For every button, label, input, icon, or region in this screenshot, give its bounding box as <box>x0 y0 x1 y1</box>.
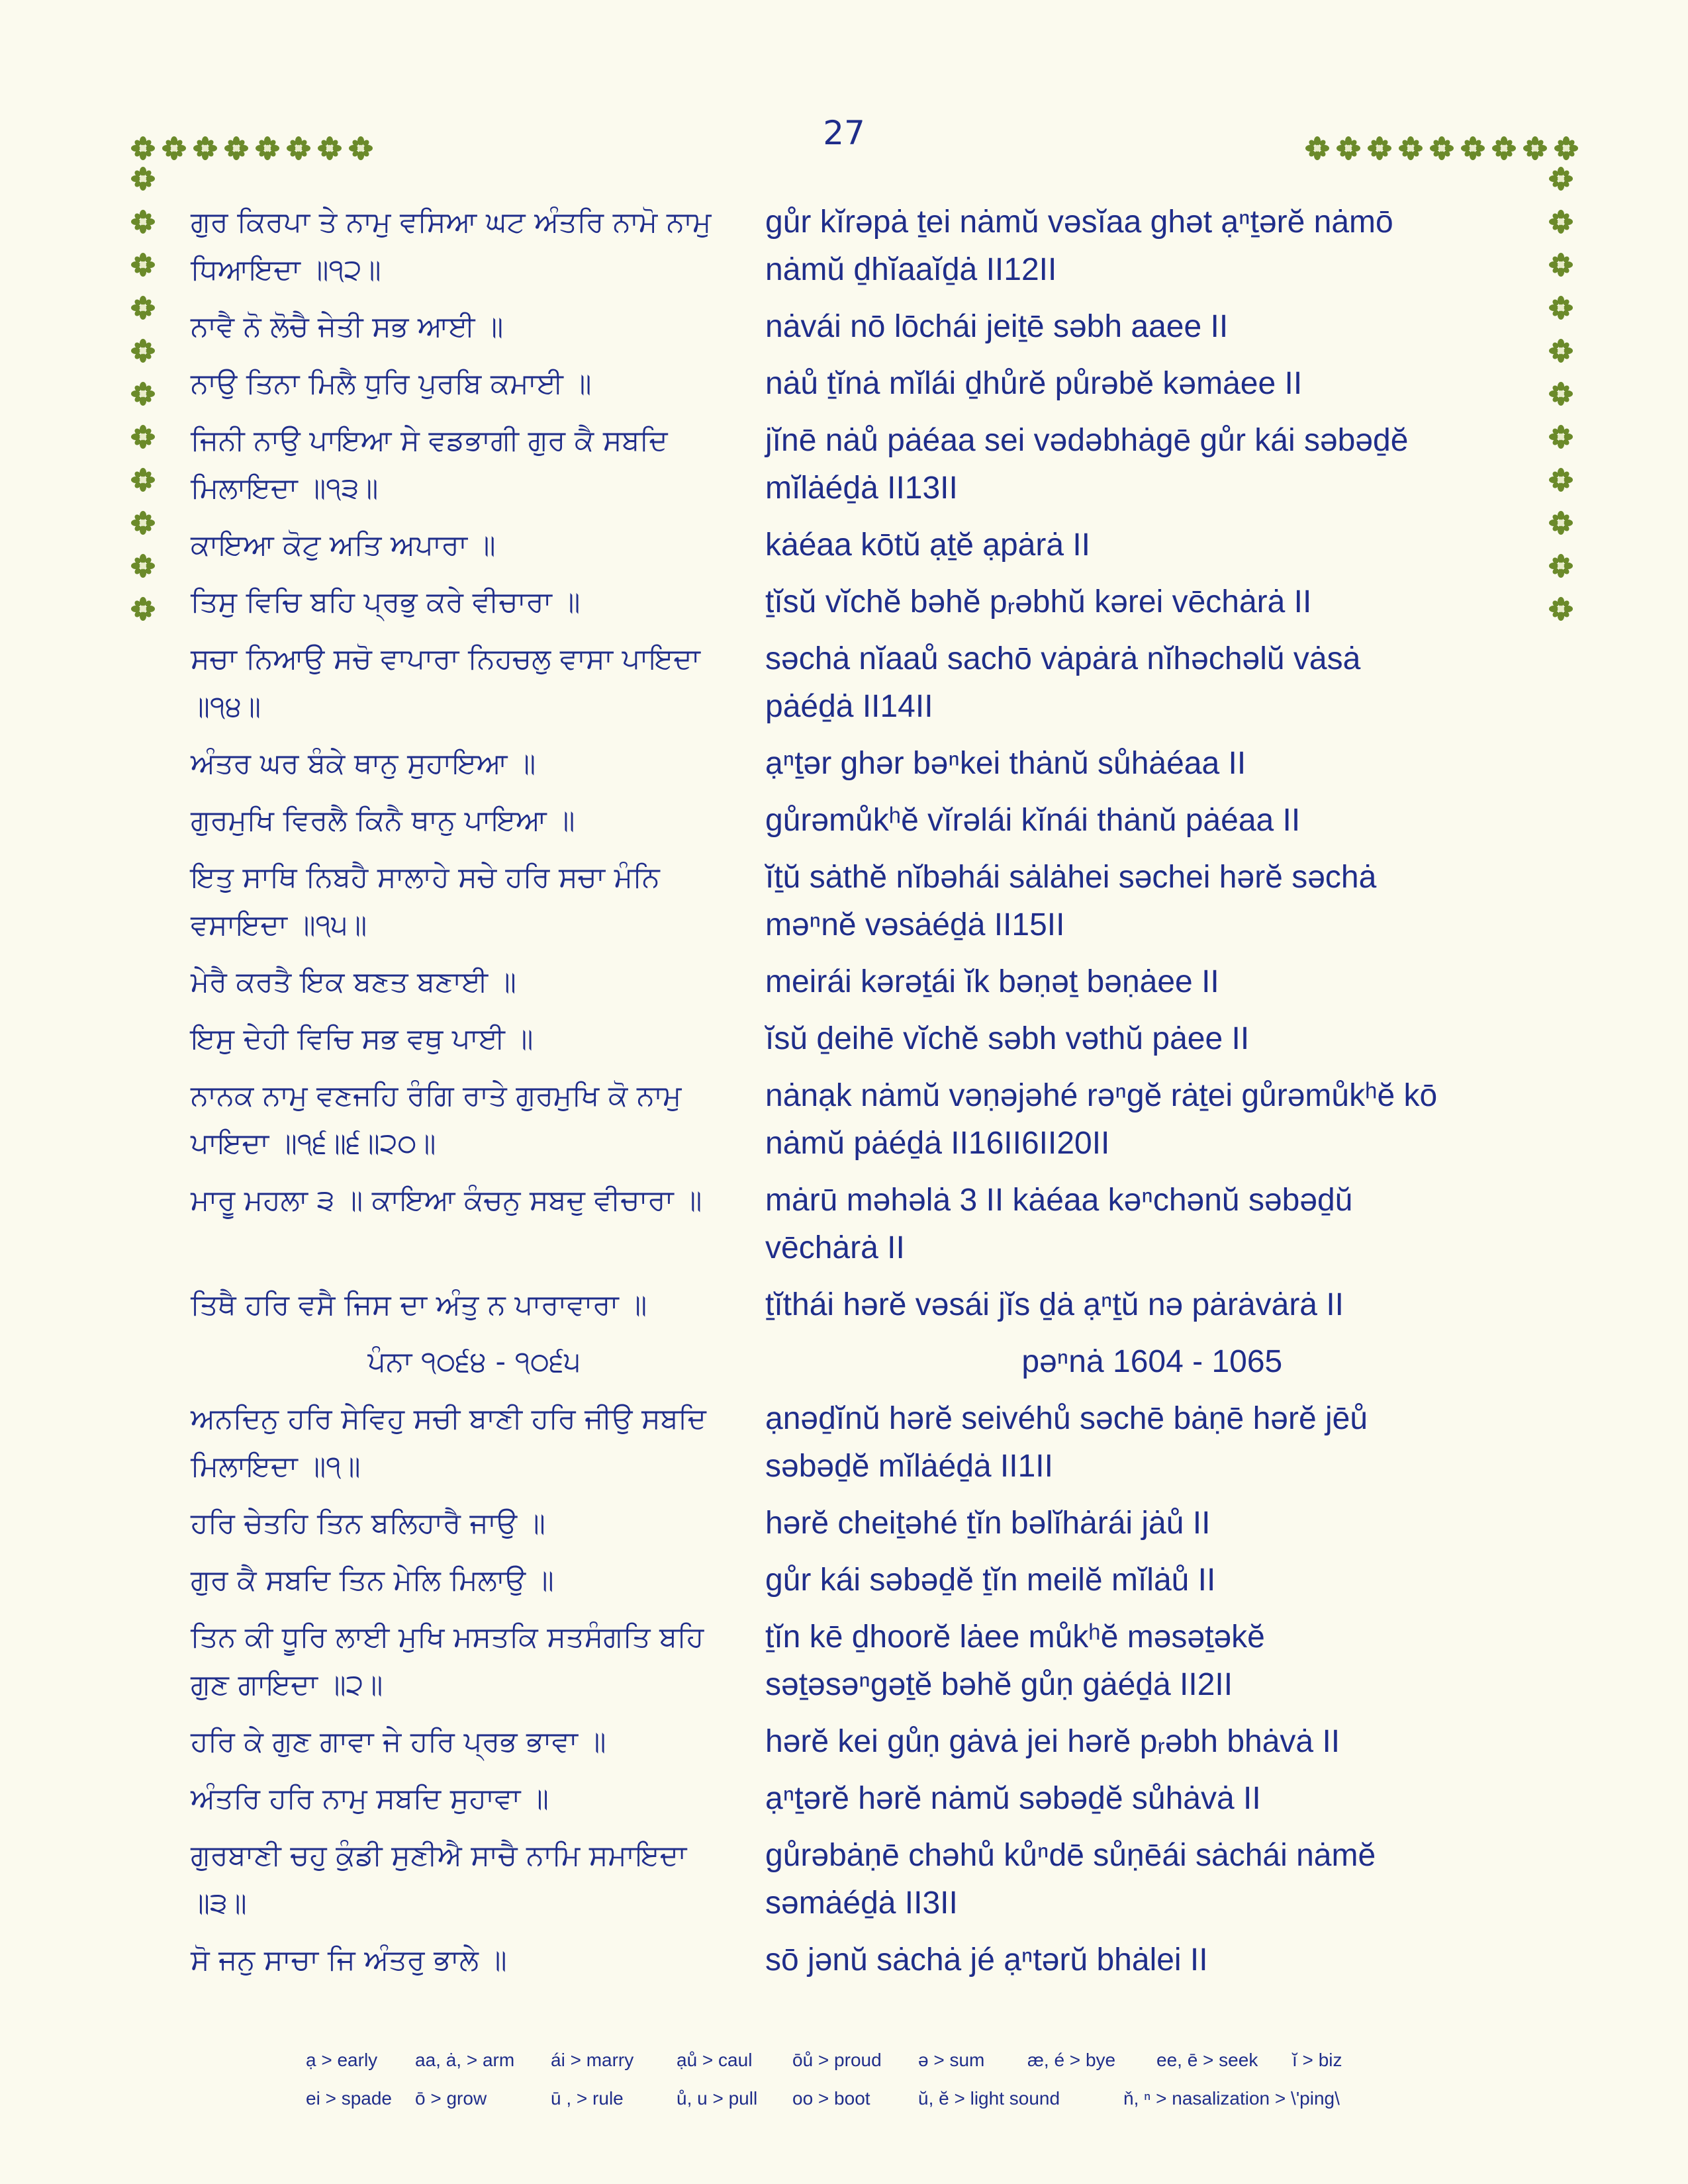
flower-icon <box>131 339 155 363</box>
transliteration-text <box>765 522 1546 569</box>
flower-icon <box>287 136 310 160</box>
transliteration-line: vēchȧrȧ II <box>765 1230 905 1265</box>
transliteration-line: ạnəḏĭnŭ hərĕ seivéhů səchē bȧṇē hərĕ jēů <box>765 1401 1368 1436</box>
flower-icon <box>162 136 186 160</box>
transliteration-text <box>765 1281 1546 1329</box>
transliteration-line: ĭsŭ ḏeihē vĭchĕ səbh vəthŭ pȧee II <box>765 1021 1250 1056</box>
transliteration-line: səṯəsəⁿgəṯĕ bəhĕ gůṇ gȧéḏȧ II2II <box>765 1667 1233 1702</box>
verse-row <box>191 1395 1541 1490</box>
gurmukhi-text <box>191 199 760 294</box>
transliteration-text <box>765 958 1546 1006</box>
legend-row <box>306 2079 1497 2118</box>
flower-icon <box>131 597 155 621</box>
legend-item: ạ > early <box>306 2050 378 2070</box>
transliteration-text <box>765 1614 1546 1709</box>
gurmukhi-text <box>191 1614 760 1709</box>
gurmukhi-line: ਅੰਤਰ ਘਰ ਬੰਕੇ ਥਾਨੁ ਸੁਹਾਇਆ ॥ <box>191 747 536 780</box>
page-reference-translit: pəⁿnȧ 1604 - 1065 <box>1021 1344 1283 1379</box>
flower-icon <box>131 253 155 277</box>
verse-row <box>191 1936 1541 1984</box>
transliteration-text <box>765 635 1546 731</box>
transliteration-line: səmȧéḏȧ II3II <box>765 1886 958 1921</box>
verse-list <box>191 199 1541 1993</box>
verse-row <box>191 958 1541 1006</box>
transliteration-line: jĭnē nȧů pȧéaa sei vədəbhȧgē gůr kái səbəḏĕ <box>765 423 1409 458</box>
verse-pair <box>191 1832 1541 1927</box>
transliteration-text <box>765 1775 1546 1823</box>
flower-icon <box>1549 210 1573 234</box>
transliteration-text <box>765 1500 1546 1547</box>
flower-icon <box>1368 136 1391 160</box>
gurmukhi-line: ਨਾਨਕ ਨਾਮੁ ਵਣਜਹਿ ਰੰਗਿ ਰਾਤੇ ਗੁਰਮੁਖਿ ਕੋ ਨਾਮੁ <box>191 1079 682 1113</box>
verse-pair <box>191 1557 1541 1604</box>
verse-row <box>191 635 1541 731</box>
gurmukhi-text <box>191 1015 760 1063</box>
transliteration-line: ạⁿṯərĕ hərĕ nȧmŭ səbəḏĕ sůhȧvȧ II <box>765 1781 1261 1816</box>
transliteration-line: gůr kĭrəpȧ ṯei nȧmŭ vəsĭaa ghət ạⁿṯərĕ nȧmō <box>765 205 1393 240</box>
verse-pair <box>191 958 1541 1006</box>
verse-pair <box>191 1500 1541 1547</box>
legend-item: ō > grow <box>415 2088 487 2109</box>
legend-item: ū , > rule <box>551 2088 624 2109</box>
page-reference-row <box>191 1338 1541 1386</box>
legend-item: ə > sum <box>918 2050 985 2070</box>
transliteration-line: gůrəbȧṇē chəhů kůⁿdē sůṇēái sȧchái nȧmĕ <box>765 1838 1376 1873</box>
verse-pair <box>191 1718 1541 1766</box>
transliteration-line: hərĕ cheiṯəhé ṯĭn bəlĭhȧrái jȧů II <box>765 1506 1211 1541</box>
flower-icon <box>131 136 155 160</box>
legend-item: ŭ, ĕ > light sound <box>918 2088 1060 2109</box>
flower-icon <box>131 382 155 406</box>
verse-pair <box>191 797 1541 844</box>
flower-icon <box>131 425 155 449</box>
transliteration-text <box>765 1072 1546 1167</box>
pronunciation-legend <box>306 2041 1497 2118</box>
flower-icon <box>1461 136 1485 160</box>
verse-pair <box>191 199 1541 294</box>
flower-icon <box>1430 136 1454 160</box>
gurmukhi-text <box>191 958 760 1006</box>
verse-row <box>191 854 1541 949</box>
gurmukhi-text <box>191 303 760 351</box>
transliteration-line: nȧů ṯĭnȧ mĭlái ḏhůrĕ půrəbĕ kəmȧee II <box>765 366 1303 401</box>
legend-item: ōů > proud <box>792 2050 882 2070</box>
gurmukhi-line: ਗੁਰ ਕੈ ਸਬਦਿ ਤਿਨ ਮੇਲਿ ਮਿਲਾਉ ॥ <box>191 1564 554 1597</box>
legend-item: ei > spade <box>306 2088 392 2109</box>
legend-item: aa, ȧ, > arm <box>415 2050 515 2070</box>
verse-row <box>191 417 1541 512</box>
verse-pair <box>191 1015 1541 1063</box>
verse-row <box>191 1281 1541 1329</box>
verse-pair <box>191 1936 1541 1984</box>
flower-icon <box>1549 468 1573 492</box>
transliteration-line: hərĕ kei gůṇ gȧvȧ jei hərĕ pᵣəbh bhȧvȧ II <box>765 1724 1340 1759</box>
flower-icon <box>1549 511 1573 535</box>
gurmukhi-line: ਗੁਰਬਾਣੀ ਚਹੁ ਕੁੰਡੀ ਸੁਣੀਐ ਸਾਚੈ ਨਾਮਿ ਸਮਾਇਦਾ <box>191 1839 687 1872</box>
transliteration-text <box>765 797 1546 844</box>
gurmukhi-line: ਪਾਇਦਾ ॥੧੬॥੬॥੨੦॥ <box>191 1127 436 1160</box>
verse-pair <box>191 1281 1541 1329</box>
transliteration-text <box>765 1177 1546 1272</box>
flower-icon <box>256 136 279 160</box>
gurmukhi-text <box>191 1936 760 1984</box>
gurmukhi-line: ਜਿਨੀ ਨਾਉ ਪਾਇਆ ਸੇ ਵਡਭਾਗੀ ਗੁਰ ਕੈ ਸਬਦਿ <box>191 424 668 457</box>
gurmukhi-line: ਤਿਨ ਕੀ ਧੂਰਿ ਲਾਈ ਮੁਖਿ ਮਸਤਕਿ ਸਤਸੰਗਤਿ ਬਹਿ <box>191 1621 704 1654</box>
verse-row <box>191 1718 1541 1766</box>
gurmukhi-line: ਮਿਲਾਇਦਾ ॥੧੩॥ <box>191 472 379 505</box>
flower-icon <box>1399 136 1423 160</box>
verse-row <box>191 578 1541 626</box>
flower-icon <box>1549 167 1573 191</box>
flower-icon <box>131 167 155 191</box>
transliteration-line: ṯĭsŭ vĭchĕ bəhĕ pᵣəbhŭ kərei vēchȧrȧ II <box>765 584 1312 619</box>
legend-row <box>306 2041 1497 2079</box>
transliteration-text <box>765 360 1546 408</box>
verse-row <box>191 303 1541 351</box>
verse-pair <box>191 1177 1541 1272</box>
flower-icon <box>224 136 248 160</box>
flower-icon <box>1549 296 1573 320</box>
transliteration-line: ĭṯŭ sȧthĕ nĭbəhái sȧlȧhei səchei hərĕ səchȧ <box>765 860 1377 895</box>
verse-pair <box>191 1395 1541 1490</box>
flower-icon <box>131 554 155 578</box>
gurmukhi-line: ਗੁਣ ਗਾਇਦਾ ॥੨॥ <box>191 1668 383 1702</box>
gurmukhi-line: ਹਰਿ ਚੇਤਹਿ ਤਿਨ ਬਲਿਹਾਰੈ ਜਾਉ ॥ <box>191 1507 545 1540</box>
flower-icon <box>131 296 155 320</box>
verse-row <box>191 1557 1541 1604</box>
gurmukhi-line: ॥੩॥ <box>191 1887 247 1920</box>
gurmukhi-text <box>191 417 760 512</box>
gurmukhi-text <box>191 1281 760 1329</box>
gurmukhi-line: ਤਿਥੈ ਹਰਿ ਵਸੈ ਜਿਸ ਦਾ ਅੰਤੁ ਨ ਪਾਰਾਵਾਰਾ ॥ <box>191 1289 647 1322</box>
gurmukhi-text <box>191 797 760 844</box>
flower-icon <box>131 210 155 234</box>
transliteration-text <box>765 417 1546 512</box>
gurmukhi-text <box>191 1775 760 1823</box>
transliteration-line: səbəḏĕ mĭlȧéḏȧ II1II <box>765 1449 1053 1484</box>
gurmukhi-text <box>191 522 760 569</box>
transliteration-text <box>765 1395 1546 1490</box>
verse-row <box>191 522 1541 569</box>
gurmukhi-line: ਸਚਾ ਨਿਆਉ ਸਚੋ ਵਾਪਾਰਾ ਨਿਹਚਲੁ ਵਾਸਾ ਪਾਇਦਾ <box>191 643 700 676</box>
transliteration-line: səchȧ nĭaaů sachō vȧpȧrȧ nĭhəchəlŭ vȧsȧ <box>765 641 1361 676</box>
transliteration-line: gůrəmůkʰĕ vĭrəlái kĭnái thȧnŭ pȧéaa II <box>765 803 1301 838</box>
transliteration-line: mȧrū məhəlȧ 3 II kȧéaa kəⁿchənŭ səbəḏŭ <box>765 1183 1353 1218</box>
transliteration-line: gůr kái səbəḏĕ ṯĭn meilĕ mĭlȧů II <box>765 1563 1216 1598</box>
gurmukhi-text <box>191 1832 760 1927</box>
transliteration-text <box>765 1936 1546 1984</box>
verse-pair <box>191 522 1541 569</box>
transliteration-text <box>765 1557 1546 1604</box>
transliteration-text <box>765 303 1546 351</box>
transliteration-line: ṯĭn kē ḏhoorĕ lȧee můkʰĕ məsəṯəkĕ <box>765 1619 1265 1655</box>
verse-row <box>191 1614 1541 1709</box>
verse-pair <box>191 360 1541 408</box>
transliteration-line: nȧnạk nȧmŭ vəṇəjəhé rəⁿgĕ rȧṯei gůrəmůkʰĕ kō <box>765 1078 1438 1113</box>
flower-icon <box>1549 253 1573 277</box>
gurmukhi-text <box>191 854 760 949</box>
verse-row <box>191 199 1541 294</box>
verse-row <box>191 360 1541 408</box>
transliteration-line: nȧvái nō lōchái jeiṯē səbh aaee II <box>765 309 1229 344</box>
gurmukhi-text <box>191 1557 760 1604</box>
verse-pair <box>191 578 1541 626</box>
legend-item: ň, ⁿ > nasalization > \'ping\ <box>1123 2088 1340 2109</box>
gurmukhi-line: ॥੧੪॥ <box>191 690 261 723</box>
verse-pair <box>191 1775 1541 1823</box>
legend-item: ů, u > pull <box>677 2088 758 2109</box>
transliteration-text <box>765 578 1546 626</box>
gurmukhi-line: ਕਾਇਆ ਕੋਟੁ ਅਤਿ ਅਪਾਰਾ ॥ <box>191 529 496 562</box>
transliteration-line: meirái kərəṯái ĭk bəṇəṯ bəṇȧee II <box>765 964 1219 999</box>
transliteration-text <box>765 1718 1546 1766</box>
page-reference-gurmukhi: ਪੰਨਾ ੧੦੬੪ - ੧੦੬੫ <box>367 1345 581 1379</box>
verse-pair <box>191 740 1541 788</box>
transliteration-text <box>765 1015 1546 1063</box>
verse-row <box>191 1832 1541 1927</box>
ornament-top-right <box>1305 136 1578 160</box>
transliteration-text <box>765 740 1546 788</box>
verse-row <box>191 740 1541 788</box>
legend-item: oo > boot <box>792 2088 870 2109</box>
gurmukhi-text <box>191 1072 760 1167</box>
gurmukhi-line: ਸੋ ਜਨੁ ਸਾਚਾ ਜਿ ਅੰਤਰੁ ਭਾਲੇ ॥ <box>191 1944 507 1977</box>
flower-icon <box>1554 136 1578 160</box>
transliteration-line: mĭlȧéḏȧ II13II <box>765 471 958 506</box>
flower-icon <box>318 136 342 160</box>
flower-icon <box>1549 339 1573 363</box>
flower-icon <box>1549 425 1573 449</box>
gurmukhi-line: ਅਨਦਿਨੁ ਹਰਿ ਸੇਵਿਹੁ ਸਚੀ ਬਾਣੀ ਹਰਿ ਜੀਉ ਸਬਦਿ <box>191 1402 706 1435</box>
gurmukhi-line: ਗੁਰ ਕਿਰਪਾ ਤੇ ਨਾਮੁ ਵਸਿਆ ਘਟ ਅੰਤਰਿ ਨਾਮੋ ਨਾਮੁ <box>191 206 712 239</box>
transliteration-text <box>765 1832 1546 1927</box>
verse-row <box>191 1015 1541 1063</box>
gurmukhi-line: ਮੇਰੈ ਕਰਤੈ ਇਕ ਬਣਤ ਬਣਾਈ ॥ <box>191 966 516 999</box>
transliteration-line: nȧmŭ pȧéḏȧ II16II6II20II <box>765 1126 1110 1161</box>
verse-pair <box>191 303 1541 351</box>
flower-icon <box>1549 597 1573 621</box>
gurmukhi-line: ਮਾਰੂ ਮਹਲਾ ੩ ॥ ਕਾਇਆ ਕੰਚਨੁ ਸਬਦੁ ਵੀਚਾਰਾ ॥ <box>191 1184 702 1217</box>
ornament-left-column <box>131 167 155 621</box>
gurmukhi-line: ਵਸਾਇਦਾ ॥੧੫॥ <box>191 909 367 942</box>
ornament-top-left <box>131 136 373 160</box>
verse-row <box>191 1500 1541 1547</box>
flower-icon <box>1523 136 1547 160</box>
transliteration-text <box>765 199 1546 294</box>
verse-pair <box>191 1072 1541 1167</box>
gurmukhi-text <box>191 578 760 626</box>
legend-item: æ, é > bye <box>1027 2050 1116 2070</box>
gurmukhi-line: ਇਸੁ ਦੇਹੀ ਵਿਚਿ ਸਭ ਵਥੁ ਪਾਈ ॥ <box>191 1023 534 1056</box>
gurmukhi-line: ਧਿਆਇਦਾ ॥੧੨॥ <box>191 253 381 287</box>
gurmukhi-line: ਅੰਤਰਿ ਹਰਿ ਨਾਮੁ ਸਬਦਿ ਸੁਹਾਵਾ ॥ <box>191 1782 549 1815</box>
gurmukhi-line: ਤਿਸੁ ਵਿਚਿ ਬਹਿ ਪ੍ਰਭੁ ਕਰੇ ਵੀਚਾਰਾ ॥ <box>191 586 581 619</box>
gurmukhi-text <box>191 360 760 408</box>
gurmukhi-text <box>191 740 760 788</box>
verse-pair <box>191 417 1541 512</box>
gurmukhi-line: ਮਿਲਾਇਦਾ ॥੧॥ <box>191 1450 361 1483</box>
gurmukhi-text <box>191 1500 760 1547</box>
gurmukhi-line: ਨਾਉ ਤਿਨਾ ਮਿਲੈ ਧੁਰਿ ਪੁਰਬਿ ਕਮਾਈ ॥ <box>191 367 592 400</box>
legend-item: ái > marry <box>551 2050 634 2070</box>
gurmukhi-text <box>191 1718 760 1766</box>
page-number: 27 <box>823 114 865 152</box>
gurmukhi-line: ਗੁਰਮੁਖਿ ਵਿਰਲੈ ਕਿਨੈ ਥਾਨੁ ਪਾਇਆ ॥ <box>191 804 575 837</box>
transliteration-line: ṯĭthái hərĕ vəsái jĭs ḏȧ ạⁿṯŭ nə pȧrȧvȧrȧ II <box>765 1287 1344 1322</box>
ornament-right-column <box>1549 167 1573 621</box>
gurmukhi-text <box>191 1395 760 1490</box>
gurmukhi-line: ਨਾਵੈ ਨੋ ਲੋਚੈ ਜੇਤੀ ਸਭ ਆਈ ॥ <box>191 310 504 343</box>
flower-icon <box>193 136 217 160</box>
verse-pair <box>191 854 1541 949</box>
legend-item: ạů > caul <box>677 2050 753 2070</box>
transliteration-line: pȧéḏȧ II14II <box>765 689 933 724</box>
gurmukhi-line: ਇਤੁ ਸਾਥਿ ਨਿਬਹੈ ਸਾਲਾਹੇ ਸਚੇ ਹਰਿ ਸਚਾ ਮੰਨਿ <box>191 861 660 894</box>
verse-row <box>191 797 1541 844</box>
verse-row <box>191 1177 1541 1272</box>
flower-icon <box>131 468 155 492</box>
transliteration-line: ạⁿṯər ghər bəⁿkei thȧnŭ sůhȧéaa II <box>765 746 1246 781</box>
flower-icon <box>1492 136 1516 160</box>
flower-icon <box>1549 382 1573 406</box>
verse-pair <box>191 635 1541 731</box>
transliteration-line: sō jənŭ sȧchȧ jé ạⁿtərŭ bhȧlei II <box>765 1942 1208 1978</box>
verse-row <box>191 1072 1541 1167</box>
gurmukhi-line: ਹਰਿ ਕੇ ਗੁਣ ਗਾਵਾ ਜੇ ਹਰਿ ਪ੍ਰਭ ਭਾਵਾ ॥ <box>191 1725 606 1758</box>
flower-icon <box>1305 136 1329 160</box>
flower-icon <box>131 511 155 535</box>
transliteration-text <box>765 854 1546 949</box>
transliteration-line: məⁿnĕ vəsȧéḏȧ II15II <box>765 907 1065 942</box>
gurmukhi-text <box>191 635 760 731</box>
verse-pair <box>191 1614 1541 1709</box>
verse-row <box>191 1775 1541 1823</box>
gurmukhi-text <box>191 1177 760 1224</box>
legend-item: ee, ē > seek <box>1156 2050 1258 2070</box>
flower-icon <box>1336 136 1360 160</box>
flower-icon <box>349 136 373 160</box>
transliteration-line: kȧéaa kōtŭ ạṯĕ ạpȧrȧ II <box>765 527 1091 563</box>
transliteration-line: nȧmŭ ḏhĭaaĭḏȧ II12II <box>765 252 1057 287</box>
legend-item: ĭ > biz <box>1292 2050 1342 2070</box>
flower-icon <box>1549 554 1573 578</box>
